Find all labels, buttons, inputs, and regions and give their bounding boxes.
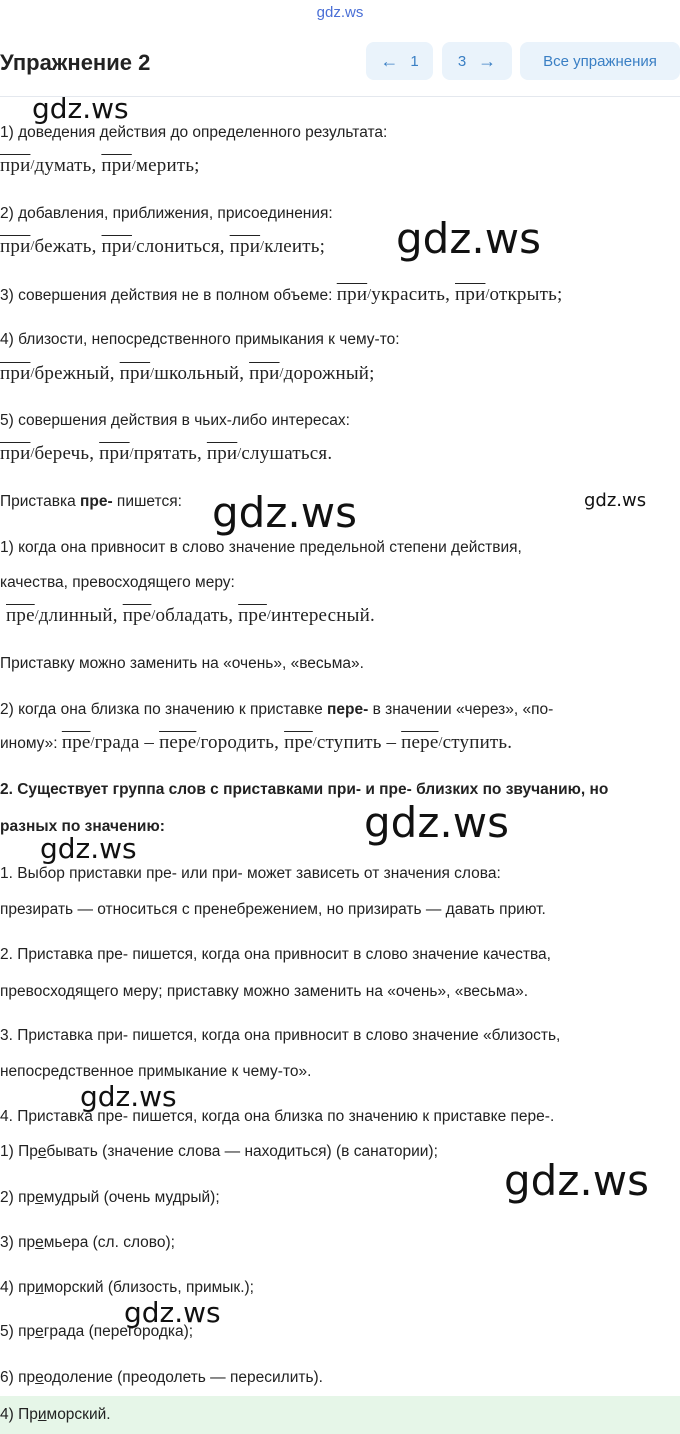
prefix: пре (6, 605, 35, 626)
answer-item-1-c: бывать (значение слова — находиться) (в санатории); (46, 1143, 438, 1160)
prefix: пере (401, 732, 439, 753)
prefix: пре (284, 732, 313, 753)
pre-rule-2a (0, 700, 553, 720)
answer-item-1-a: 1) Пр (0, 1143, 38, 1160)
prefix-mark-icon: / (312, 735, 317, 750)
prefix-mark-icon: / (30, 158, 35, 173)
prefix-mark-icon: / (30, 366, 35, 381)
prefix-mark-icon: / (260, 239, 265, 254)
rule-3-text: 3) совершения действия не в полном объеме: (0, 287, 337, 304)
example-word (0, 155, 101, 176)
word-root: дорожный; (283, 363, 375, 384)
prefix-mark-icon: / (150, 366, 155, 381)
next-exercise-button[interactable] (442, 42, 512, 80)
example-word (0, 363, 120, 384)
watermark: gdz.ws (364, 798, 509, 847)
example-words-1 (0, 156, 200, 176)
word-root: украсить, (371, 284, 456, 305)
word-root: городить, (200, 732, 285, 753)
pre-rule-2a-3: в значении «через», «по- (368, 701, 554, 718)
example-word (337, 284, 455, 305)
word-root: слониться, (136, 236, 230, 257)
site-logo[interactable]: gdz.ws (316, 4, 364, 21)
watermark: gdz.ws (212, 488, 357, 537)
answer-item-4-a: 4) пр (0, 1279, 36, 1296)
prefix: при (229, 236, 261, 257)
watermark: gdz.ws (40, 832, 137, 865)
answer-item-6 (0, 1368, 323, 1388)
word-root: ступить – (316, 732, 402, 753)
answer-item-5-letter: е (35, 1323, 44, 1340)
word-root: ступить. (442, 732, 513, 753)
point-3b: непосредственное примыкание к чему-то». (0, 1063, 312, 1080)
example-words-3 (337, 284, 563, 305)
prefix: при (455, 284, 486, 305)
prefix: при (0, 155, 31, 176)
example-word (120, 363, 249, 384)
answer-item-3 (0, 1233, 175, 1253)
prefix: пре (238, 605, 267, 626)
point-2b: превосходящего меру; приставку можно заменить на «очень», «весьма». (0, 983, 529, 1000)
rule-2: 2) добавления, приближения, присоединения: (0, 205, 333, 222)
prefix-mark-icon: / (279, 366, 284, 381)
answer-item-2 (0, 1188, 220, 1208)
watermark: gdz.ws (32, 92, 129, 125)
correct-answer-box (0, 1396, 680, 1434)
prefix-mark-icon: / (237, 446, 242, 461)
answer-item-5-a: 5) пр (0, 1323, 36, 1340)
example-words-2 (0, 237, 325, 257)
example-word (0, 236, 102, 257)
prefix: пере (159, 732, 197, 753)
answer-item-4 (0, 1278, 254, 1298)
prefix: при (101, 236, 132, 257)
correct-answer-a: 4) Пр (0, 1406, 38, 1423)
prefix: при (206, 443, 238, 464)
answer-item-3-a: 3) пр (0, 1234, 36, 1251)
prefix-mark-icon: / (367, 287, 372, 302)
section-2-heading-a: 2. Существует группа слов с приставками при- и пре- близких по звучанию, но (0, 781, 609, 798)
rule-4: 4) близости, непосредственного примыкания к чему-то: (0, 331, 400, 348)
pre-rule-1b: качества, превосходящего меру: (0, 574, 235, 591)
pre-intro-b: пре- (80, 493, 113, 510)
word-root: брежный, (34, 363, 120, 384)
pre-rule-2a-2: пере- (327, 701, 369, 718)
word-root: мерить; (135, 155, 200, 176)
answer-item-2-a: 2) пр (0, 1189, 36, 1206)
example-word (6, 605, 123, 626)
prefix: пре (122, 605, 152, 626)
answer-item-4-letter: и (35, 1279, 44, 1296)
watermark: gdz.ws (124, 1296, 221, 1329)
prefix: при (249, 363, 280, 384)
answer-item-5-c: града (перегородка); (43, 1323, 194, 1340)
prefix: при (101, 155, 132, 176)
prefix-mark-icon: / (438, 735, 443, 750)
word-root: прятать, (133, 443, 207, 464)
prefix-mark-icon: / (30, 239, 35, 254)
pre-intro-a: Приставка (0, 493, 80, 510)
example-word (284, 732, 401, 753)
point-1a: 1. Выбор приставки пре- или при- может зависеть от значения слова: (0, 865, 501, 882)
prefix: при (336, 284, 368, 305)
answer-item-2-letter: е (35, 1189, 44, 1206)
word-root: клеить; (264, 236, 326, 257)
prefix: при (0, 363, 31, 384)
example-word (123, 605, 238, 626)
answer-item-2-c: мудрый (очень мудрый); (43, 1189, 220, 1206)
example-words-4 (0, 364, 375, 384)
prefix-mark-icon: / (266, 608, 271, 623)
rule-5: 5) совершения действия в чьих-либо интересах: (0, 412, 350, 429)
pre-rule-1a: 1) когда она привносит в слово значение предельной степени действия, (0, 539, 522, 556)
answer-item-3-letter: е (35, 1234, 44, 1251)
word-root: думать, (34, 155, 102, 176)
word-root: обладать, (155, 605, 239, 626)
prefix: пре (61, 732, 91, 753)
prefix-mark-icon: / (129, 446, 134, 461)
rule-3 (0, 285, 562, 306)
next-exercise-label: 3 (457, 52, 467, 70)
prefix: при (119, 363, 151, 384)
correct-answer (0, 1405, 111, 1425)
all-exercises-button[interactable]: Все упражнения (520, 42, 680, 80)
answer-item-3-c: мьера (сл. слово); (43, 1234, 175, 1251)
example-word (401, 732, 512, 753)
word-root: школьный, (154, 363, 250, 384)
watermark: gdz.ws (584, 490, 647, 511)
answer-item-4-c: морский (близость, примык.); (43, 1279, 254, 1296)
prefix: при (0, 236, 31, 257)
example-word (230, 236, 326, 257)
answer-item-6-a: 6) пр (0, 1369, 36, 1386)
watermark: gdz.ws (504, 1156, 649, 1205)
pre-intro (0, 492, 182, 512)
example-words-6 (6, 606, 375, 626)
page-title: Упражнение 2 (0, 50, 151, 75)
prev-exercise-label: 1 (410, 52, 419, 70)
pre-rule-2b-text: иному»: (0, 735, 62, 752)
example-word (99, 443, 207, 464)
prefix: при (0, 443, 31, 464)
pre-rule-2a-1: 2) когда она близка по значению к приставке (0, 701, 328, 718)
example-word (455, 284, 562, 305)
arrow-right-icon: → (478, 50, 497, 71)
prefix-mark-icon: / (34, 608, 39, 623)
word-root: открыть; (489, 284, 563, 305)
word-root: беречь, (34, 443, 100, 464)
section-2-heading-b: разных по значению: (0, 818, 165, 835)
correct-answer-letter: и (37, 1406, 47, 1423)
prefix-mark-icon: / (131, 158, 136, 173)
answer-item-1-letter: е (37, 1143, 47, 1160)
pre-rule-2b (0, 733, 512, 754)
example-word (249, 363, 375, 384)
answer-item-6-c: одоление (преодолеть — пересилить). (43, 1369, 323, 1386)
point-2a: 2. Приставка пре- пишется, когда она привносит в слово значение качества, (0, 946, 551, 963)
example-words-7 (62, 732, 512, 753)
prefix-mark-icon: / (196, 735, 201, 750)
example-words-5 (0, 444, 332, 464)
prev-exercise-button[interactable] (366, 42, 433, 80)
answer-item-6-letter: е (35, 1369, 44, 1386)
watermark: gdz.ws (80, 1080, 177, 1113)
example-word (0, 443, 99, 464)
answer-item-1 (0, 1142, 438, 1162)
prefix-mark-icon: / (90, 735, 95, 750)
word-root: интересный. (270, 605, 375, 626)
word-root: длинный, (38, 605, 123, 626)
example-word (101, 155, 199, 176)
point-3a: 3. Приставка при- пишется, когда она привносит в слово значение «близость, (0, 1027, 561, 1044)
example-word (102, 236, 230, 257)
replace-note: Приставку можно заменить на «очень», «весьма». (0, 655, 364, 672)
example-word (62, 732, 159, 753)
point-1b: презирать — относиться с пренебрежением, но призирать — давать приют. (0, 901, 546, 918)
point-4: 4. Приставка пре- пишется, когда она близка по значению к приставке пере-. (0, 1108, 555, 1125)
word-root: бежать, (34, 236, 102, 257)
correct-answer-c: морский. (46, 1406, 111, 1423)
pre-intro-c: пишется: (112, 493, 182, 510)
exercise-header (0, 38, 680, 97)
prefix-mark-icon: / (151, 608, 156, 623)
watermark: gdz.ws (396, 214, 541, 263)
example-word (159, 732, 284, 753)
prefix-mark-icon: / (485, 287, 490, 302)
word-root: слушаться. (241, 443, 333, 464)
prefix: при (99, 443, 130, 464)
word-root: града – (94, 732, 160, 753)
prefix-mark-icon: / (131, 239, 137, 254)
arrow-left-icon: ← (380, 50, 399, 71)
example-word (238, 605, 375, 626)
prefix-mark-icon: / (30, 446, 35, 461)
example-word (207, 443, 332, 464)
rule-1: 1) доведения действия до определенного результата: (0, 124, 388, 141)
